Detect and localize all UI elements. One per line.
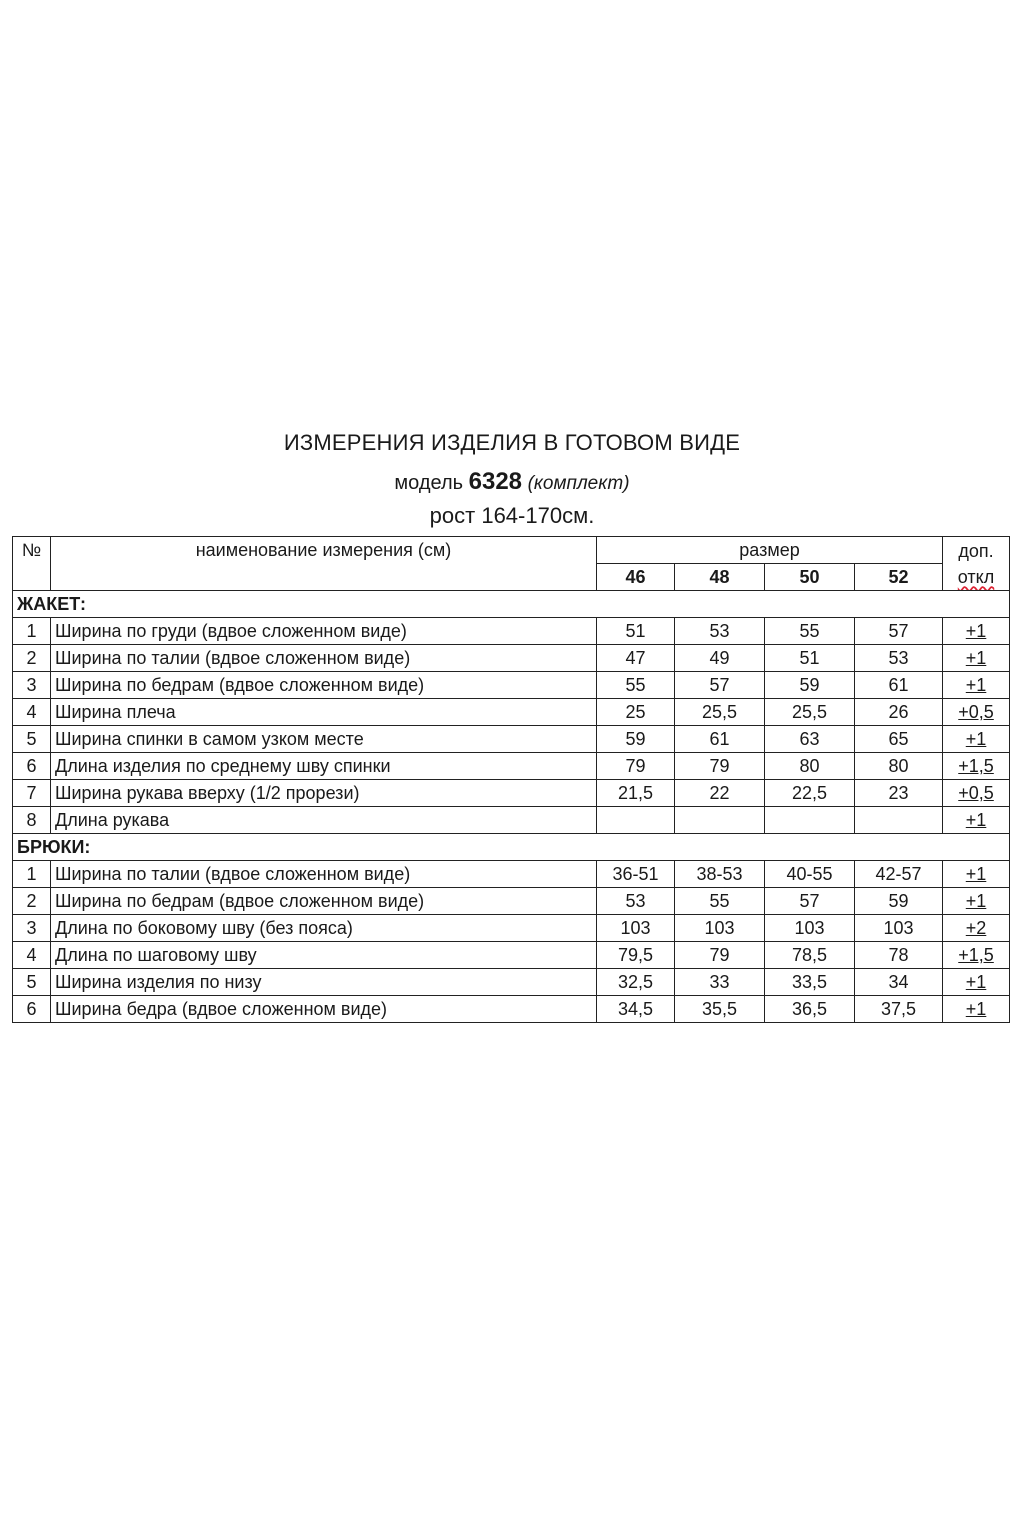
table-row	[13, 969, 1010, 996]
measurement-value: 59	[855, 888, 943, 915]
measurement-value: 65	[855, 726, 943, 753]
tolerance-cell	[943, 996, 1010, 1023]
measurement-value: 55	[675, 888, 765, 915]
tolerance-cell	[943, 807, 1010, 834]
measurement-value	[765, 807, 855, 834]
measurement-value: 25,5	[765, 699, 855, 726]
measurement-value: 79,5	[597, 942, 675, 969]
tolerance-value: +1,5	[958, 756, 994, 776]
measurement-value: 63	[765, 726, 855, 753]
row-number: 1	[13, 618, 51, 645]
table-row	[13, 807, 1010, 834]
measurement-value: 103	[597, 915, 675, 942]
measurement-value: 26	[855, 699, 943, 726]
model-line	[0, 468, 1024, 496]
model-number: 6328	[468, 468, 523, 495]
row-number: 2	[13, 645, 51, 672]
table-row	[13, 618, 1010, 645]
measurement-value: 51	[597, 618, 675, 645]
tolerance-cell	[943, 618, 1010, 645]
tolerance-value: +1	[965, 972, 987, 992]
row-number: 7	[13, 780, 51, 807]
section-row	[13, 834, 1010, 861]
measurement-value: 53	[675, 618, 765, 645]
measurement-value: 57	[855, 618, 943, 645]
model-note: (комплект)	[527, 473, 630, 494]
measurement-value: 22,5	[765, 780, 855, 807]
measurement-name: Ширина бедра (вдвое сложенном виде)	[51, 996, 597, 1023]
tolerance-value: +2	[965, 918, 987, 938]
header-size-group: размер	[597, 537, 943, 564]
measurement-value: 55	[765, 618, 855, 645]
table-row	[13, 888, 1010, 915]
header-size-46: 46	[597, 564, 675, 591]
measurement-value: 25,5	[675, 699, 765, 726]
measurement-name: Ширина по бедрам (вдвое сложенном виде)	[51, 888, 597, 915]
row-number: 4	[13, 699, 51, 726]
tolerance-value: +1	[965, 891, 987, 911]
table-row	[13, 672, 1010, 699]
row-number: 5	[13, 969, 51, 996]
table-row	[13, 942, 1010, 969]
tolerance-value: +1	[965, 621, 987, 641]
measurement-value: 78,5	[765, 942, 855, 969]
tolerance-cell	[943, 888, 1010, 915]
measurement-value: 40-55	[765, 861, 855, 888]
tolerance-value: +1	[965, 999, 987, 1019]
row-number: 6	[13, 996, 51, 1023]
measurement-value: 34	[855, 969, 943, 996]
measurement-name: Ширина по талии (вдвое сложенном виде)	[51, 645, 597, 672]
tolerance-cell	[943, 780, 1010, 807]
tolerance-cell	[943, 753, 1010, 780]
measurement-value: 33	[675, 969, 765, 996]
measurement-value	[675, 807, 765, 834]
measurement-value: 103	[675, 915, 765, 942]
measurement-value: 34,5	[597, 996, 675, 1023]
tolerance-cell	[943, 861, 1010, 888]
table-row	[13, 753, 1010, 780]
measurement-value: 61	[855, 672, 943, 699]
header-row-top	[13, 537, 1010, 564]
measurement-value: 51	[765, 645, 855, 672]
tolerance-value: +1,5	[958, 945, 994, 965]
measurement-name: Длина по боковому шву (без пояса)	[51, 915, 597, 942]
section-title: ЖАКЕТ:	[13, 591, 1010, 618]
tolerance-value: +0,5	[958, 702, 994, 722]
measurement-value: 59	[765, 672, 855, 699]
header-tolerance	[943, 537, 1010, 591]
measurement-value: 38-53	[675, 861, 765, 888]
measurement-name: Длина по шаговому шву	[51, 942, 597, 969]
model-label: модель	[394, 472, 464, 494]
header-name: наименование измерения (см)	[51, 537, 597, 591]
measurement-table	[12, 536, 1010, 1023]
measurement-value: 33,5	[765, 969, 855, 996]
measurement-value: 61	[675, 726, 765, 753]
measurement-value: 47	[597, 645, 675, 672]
table-row	[13, 699, 1010, 726]
header-no: №	[13, 537, 51, 591]
tolerance-value: +1	[965, 729, 987, 749]
measurement-value: 35,5	[675, 996, 765, 1023]
measurement-value: 80	[765, 753, 855, 780]
tolerance-value: +1	[965, 864, 987, 884]
measurement-value: 80	[855, 753, 943, 780]
measurement-name: Ширина по бедрам (вдвое сложенном виде)	[51, 672, 597, 699]
header-size-48: 48	[675, 564, 765, 591]
measurement-value: 55	[597, 672, 675, 699]
tolerance-cell	[943, 942, 1010, 969]
table-row	[13, 996, 1010, 1023]
tolerance-cell	[943, 969, 1010, 996]
row-number: 6	[13, 753, 51, 780]
measurement-value: 78	[855, 942, 943, 969]
measurement-value: 59	[597, 726, 675, 753]
header-size-50: 50	[765, 564, 855, 591]
measurement-value: 36,5	[765, 996, 855, 1023]
tolerance-cell	[943, 915, 1010, 942]
measurement-name: Ширина рукава вверху (1/2 прорези)	[51, 780, 597, 807]
measurement-value: 103	[855, 915, 943, 942]
table-row	[13, 726, 1010, 753]
measurement-name: Ширина по груди (вдвое сложенном виде)	[51, 618, 597, 645]
document-title: ИЗМЕРЕНИЯ ИЗДЕЛИЯ В ГОТОВОМ ВИДЕ	[283, 430, 741, 455]
measurement-value	[597, 807, 675, 834]
table-row	[13, 645, 1010, 672]
measurement-value: 57	[675, 672, 765, 699]
height-range: рост 164-170см.	[429, 503, 595, 528]
tolerance-value: +1	[965, 675, 987, 695]
measurement-value	[855, 807, 943, 834]
tolerance-cell	[943, 726, 1010, 753]
measurement-name: Ширина по талии (вдвое сложенном виде)	[51, 861, 597, 888]
table-row	[13, 780, 1010, 807]
tolerance-value: +1	[965, 648, 987, 668]
tolerance-cell	[943, 645, 1010, 672]
tolerance-value: +1	[965, 810, 987, 830]
measurement-value: 49	[675, 645, 765, 672]
table-body	[13, 537, 1010, 1023]
header-tolerance-top: доп.	[958, 540, 994, 561]
tolerance-cell	[943, 672, 1010, 699]
row-number: 8	[13, 807, 51, 834]
row-number: 3	[13, 915, 51, 942]
measurement-name: Ширина изделия по низу	[51, 969, 597, 996]
measurement-name: Ширина плеча	[51, 699, 597, 726]
measurement-value: 79	[597, 753, 675, 780]
measurement-value: 79	[675, 753, 765, 780]
measurement-value: 53	[855, 645, 943, 672]
section-title: БРЮКИ:	[13, 834, 1010, 861]
measurement-value: 53	[597, 888, 675, 915]
measurement-value: 36-51	[597, 861, 675, 888]
measurement-name: Ширина спинки в самом узком месте	[51, 726, 597, 753]
measurement-value: 79	[675, 942, 765, 969]
measurement-value: 103	[765, 915, 855, 942]
table-row	[13, 861, 1010, 888]
measurement-name: Длина изделия по среднему шву спинки	[51, 753, 597, 780]
measurement-value: 21,5	[597, 780, 675, 807]
row-number: 2	[13, 888, 51, 915]
measurement-value: 22	[675, 780, 765, 807]
measurement-value: 57	[765, 888, 855, 915]
row-number: 5	[13, 726, 51, 753]
header-tolerance-bottom: откл	[957, 566, 995, 587]
table-row	[13, 915, 1010, 942]
row-number: 3	[13, 672, 51, 699]
measurement-value: 25	[597, 699, 675, 726]
measurement-value: 32,5	[597, 969, 675, 996]
measurement-name: Длина рукава	[51, 807, 597, 834]
section-row	[13, 591, 1010, 618]
tolerance-value: +0,5	[958, 783, 994, 803]
measurement-value: 23	[855, 780, 943, 807]
tolerance-cell	[943, 699, 1010, 726]
row-number: 4	[13, 942, 51, 969]
measurement-value: 42-57	[855, 861, 943, 888]
row-number: 1	[13, 861, 51, 888]
header-size-52: 52	[855, 564, 943, 591]
measurement-value: 37,5	[855, 996, 943, 1023]
